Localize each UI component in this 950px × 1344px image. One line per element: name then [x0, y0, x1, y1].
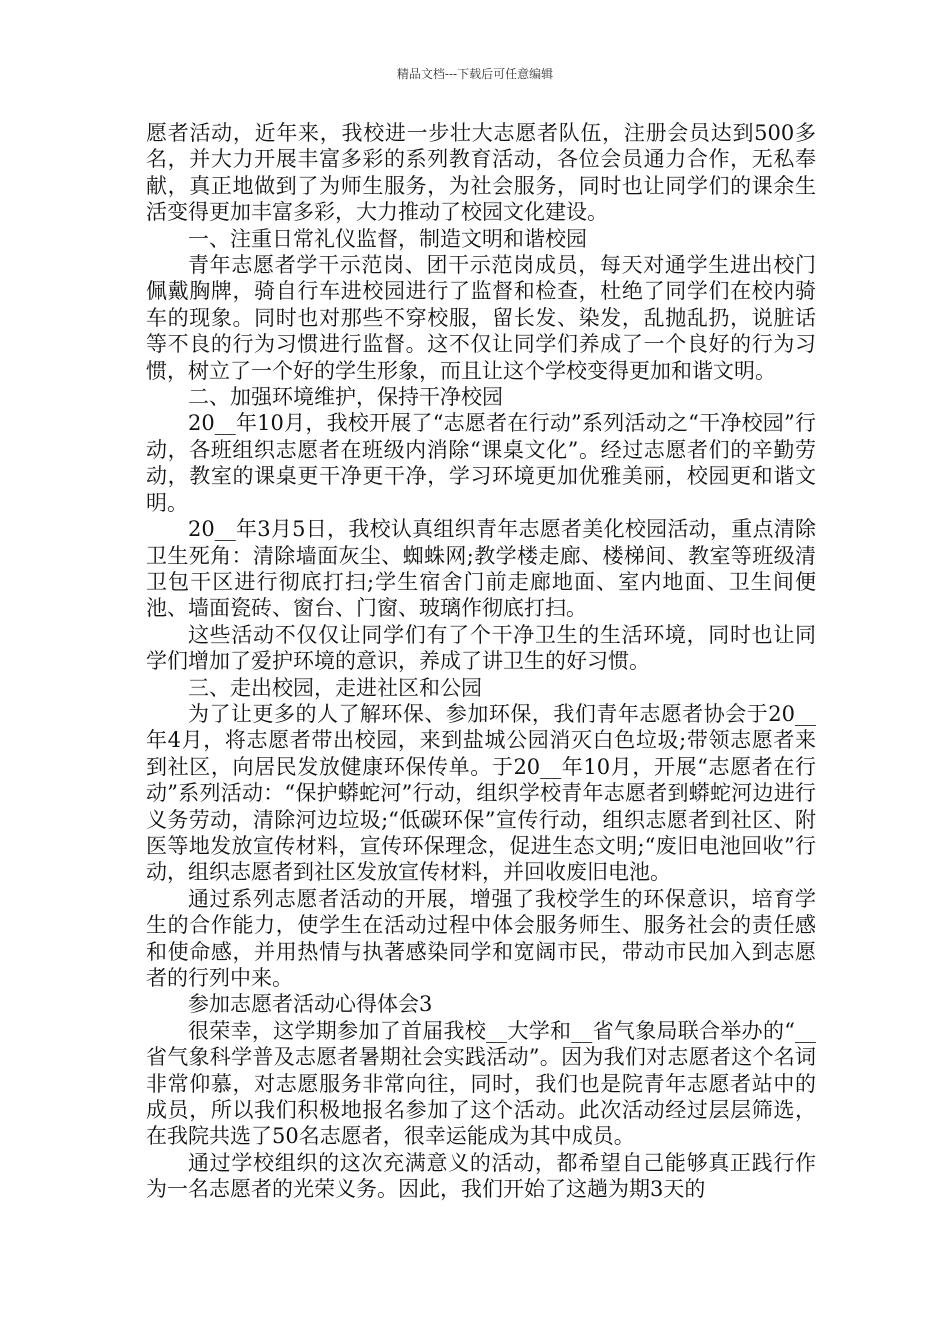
paragraph: 这些活动不仅仅让同学们有了个干净卫生的生活环境，同时也让同学们增加了爱护环境的意识，养成了讲卫生的好习惯。	[146, 622, 816, 674]
document-body	[146, 120, 816, 1203]
paragraph: 参加志愿者活动心得体会3	[188, 992, 433, 1017]
paragraph: 20__年3月5日，我校认真组织青年志愿者美化校园活动，重点清除卫生死角：清除墙面灰尘、蜘蛛网;教学楼走廊、楼梯间、教室等班级清卫包干区进行彻底打扫;学生宿舍门前走廊地面、室内地面、卫生间便池、墙面瓷砖、窗台、门窗、玻璃作彻底打扫。	[146, 517, 816, 621]
paragraph: 通过系列志愿者活动的开展，增强了我校学生的环保意识，培育学生的合作能力，使学生在活动过程中体会服务师生、服务社会的责任感和使命感，并用热情与执著感染同学和宽阔市民，带动市民加入到志愿者的行列中来。	[146, 886, 816, 990]
paragraph: 20__年10月，我校开展了“志愿者在行动”系列活动之“干净校园”行动，各班组织志愿者在班级内消除“课桌文化”。经过志愿者们的辛勤劳动，教室的课桌更干净更干净，学习环境更加优雅美丽，校园更和谐文明。	[146, 411, 816, 515]
paragraph: 三、走出校园，走进社区和公园	[188, 675, 482, 700]
paragraph: 愿者活动，近年来，我校进一步壮大志愿者队伍，注册会员达到500多名，并大力开展丰富多彩的系列教育活动，各位会员通力合作，无私奉献，真正地做到了为师生服务，为社会服务，同时也让同学们的课余生活变得更加丰富多彩，大力推动了校园文化建设。	[146, 121, 816, 225]
paragraph: 二、加强环境维护，保持干净校园	[188, 385, 503, 410]
page-header: 精品文档---下载后可任意编辑	[396, 67, 554, 81]
paragraph: 通过学校组织的这次充满意义的活动，都希望自己能够真正践行作为一名志愿者的光荣义务。因此，我们开始了这趟为期3天的	[146, 1150, 816, 1202]
paragraph: 青年志愿者学干示范岗、团干示范岗成员，每天对通学生进出校门佩戴胸牌，骑自行车进校园进行了监督和检查，杜绝了同学们在校内骑车的现象。同时也对那些不穿校服，留长发、染发，乱抛乱扔，说脏话等不良的行为习惯进行监督。这不仅让同学们养成了一个良好的行为习惯，树立了一个好的学生形象，而且让这个学校变得更加和谐文明。	[146, 253, 816, 383]
paragraph: 一、注重日常礼仪监督，制造文明和谐校园	[188, 226, 587, 251]
paragraph: 为了让更多的人了解环保、参加环保，我们青年志愿者协会于20__年4月，将志愿者带出校园，来到盐城公园消灭白色垃圾;带领志愿者来到社区，向居民发放健康环保传单。于20__年10月，开展“志愿者在行动”系列活动：“保护蟒蛇河”行动，组织学校青年志愿者到蟒蛇河边进行义务劳动，清除河边垃圾;“低碳环保”宣传行动，组织志愿者到社区、附医等地发放宣传材料，宣传环保理念，促进生态文明;“废旧电池回收”行动，组织志愿者到社区发放宣传材料，并回收废旧电池。	[146, 701, 816, 885]
paragraph: 很荣幸，这学期参加了首届我校__大学和__省气象局联合举办的“__省气象科学普及志愿者暑期社会实践活动”。因为我们对志愿者这个名词非常仰慕，对志愿服务非常向往，同时，我们也是院青年志愿者站中的成员，所以我们积极地报名参加了这个活动。此次活动经过层层筛选，在我院共选了50名志愿者，很幸运能成为其中成员。	[146, 1018, 816, 1149]
